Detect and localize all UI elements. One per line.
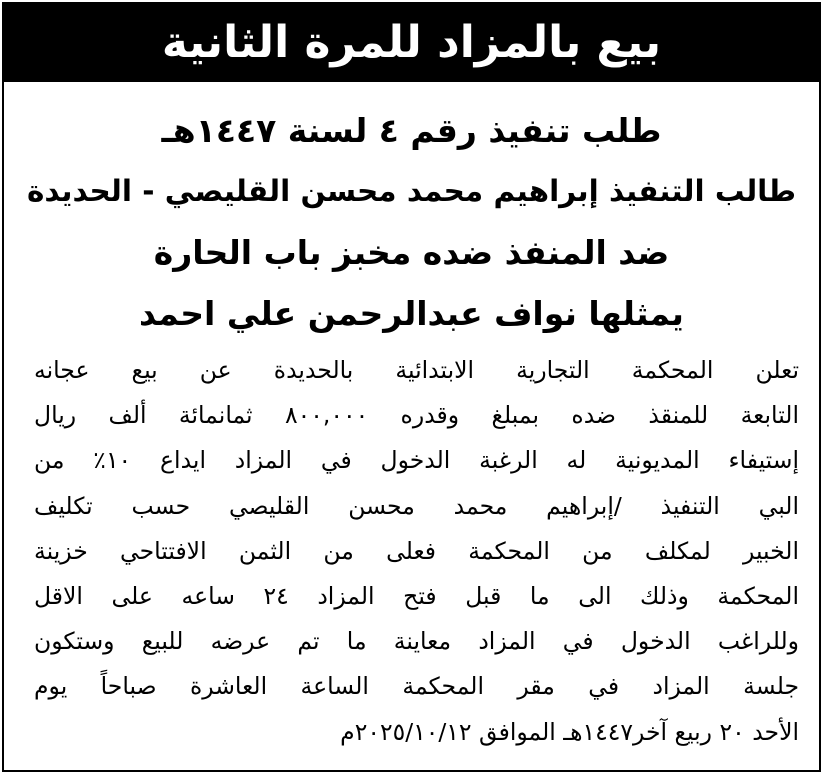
body-line: تعلن المحكمة التجارية الابتدائية بالحديدة عن بيع عجانه <box>34 356 799 384</box>
body-line: جلسة المزاد في مقر المحكمة الساعة العاشرة صباحاً يوم <box>34 672 799 701</box>
body-line: المحكمة وذلك الى ما قبل فتح المزاد ٢٤ ساعه على الاقل <box>34 581 799 610</box>
case-number-line: طلب تنفيذ رقم ٤ لسنة ١٤٤٧هـ <box>161 111 662 150</box>
notice-title: بيع بالمزاد للمرة الثانية <box>161 17 662 68</box>
header-bar <box>4 4 819 82</box>
notice-body <box>34 348 799 755</box>
body-line: إستيفاء المديونية له الرغبة الدخول في المزاد ايداع ١٠٪ من <box>34 446 799 475</box>
representative-line: يمثلها نواف عبدالرحمن علي احمد <box>139 294 684 333</box>
applicant-line: طالب التنفيذ إبراهيم محمد محسن القليصي - الحديدة <box>26 174 797 208</box>
case-details <box>4 100 819 344</box>
body-line: البي التنفيذ /إبراهيم محمد محسن القليصي حسب تكليف <box>34 491 799 520</box>
body-line: التابعة للمنقذ ضده بمبلغ وقدره ٨٠٠,٠٠٠ ثمانمائة ألف ريال <box>34 401 799 430</box>
body-line-date: الأحد ٢٠ ربيع آخر١٤٤٧هـ الموافق ٢٠٢٥/١٠/١٢م <box>340 717 799 746</box>
auction-notice <box>2 2 821 772</box>
body-line: الخبير لمكلف من المحكمة فعلى من الثمن الافتتاحي خزينة <box>34 536 799 565</box>
defendant-line: ضد المنفذ ضده مخبز باب الحارة <box>153 233 670 272</box>
body-line: وللراغب الدخول في المزاد معاينة ما تم عرضه للبيع وستكون <box>34 627 799 656</box>
